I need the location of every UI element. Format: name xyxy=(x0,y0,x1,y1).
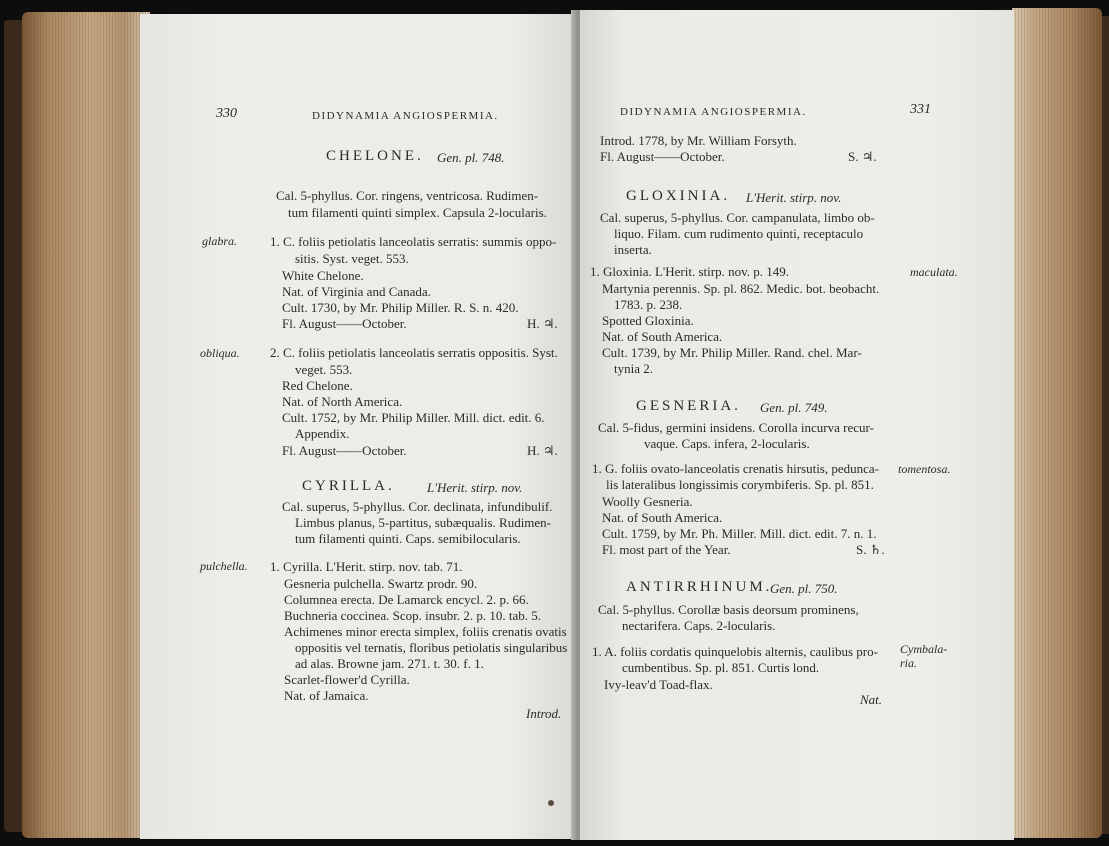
text-line: Columnea erecta. De Lamarck encycl. 2. p. 66. xyxy=(284,592,529,607)
left-page xyxy=(140,14,576,839)
margin-note: maculata. xyxy=(910,265,958,279)
text-line: Cal. superus, 5-phyllus. Cor. declinata, infundibulif. xyxy=(282,499,553,514)
text-line: Limbus planus, 5-partitus, subæqualis. Rudimen- xyxy=(295,515,552,530)
text-line: 1. Gloxinia. L'Herit. stirp. nov. p. 149. xyxy=(590,264,790,279)
text-line: Introd. 1778, by Mr. William Forsyth. xyxy=(600,133,797,148)
text-line: oppositis vel ternatis, floribus petiolatis singularibus xyxy=(295,640,568,655)
text-line: nectarifera. Caps. 2-locularis. xyxy=(622,618,776,633)
text-line: S. ♄. xyxy=(856,542,885,557)
page-number: 330 xyxy=(216,106,237,121)
text-line: ad alas. Browne jam. 271. t. 30. f. 1. xyxy=(295,656,484,671)
ink-mark xyxy=(548,800,554,806)
text-line: liquo. Filam. cum rudimento quinti, receptaculo xyxy=(614,226,864,241)
genus-heading: CYRILLA. xyxy=(302,478,395,494)
genus-reference: Gen. pl. 750. xyxy=(770,581,838,596)
catchword: Nat. xyxy=(860,692,883,707)
text-line: Cal. 5-phyllus. Cor. ringens, ventricosa. Rudimen- xyxy=(276,188,539,203)
text-line: Martynia perennis. Sp. pl. 862. Medic. bot. beobacht. xyxy=(602,281,880,296)
text-line: Spotted Gloxinia. xyxy=(602,313,694,328)
margin-note: ria. xyxy=(900,656,918,670)
margin-note: pulchella. xyxy=(200,559,248,573)
text-line: H. ♃. xyxy=(527,316,558,331)
text-line: Nat. of South America. xyxy=(602,510,723,525)
running-head: DIDYNAMIA ANGIOSPERMIA. xyxy=(312,110,499,122)
text-line: 1. Cyrilla. L'Herit. stirp. nov. tab. 71. xyxy=(270,559,463,574)
genus-heading: GESNERIA. xyxy=(636,398,741,414)
margin-note: obliqua. xyxy=(200,346,240,360)
text-line: Nat. of Jamaica. xyxy=(284,688,369,703)
text-line: tum filamenti quinti simplex. Capsula 2-locularis. xyxy=(288,205,547,220)
text-line: S. ♃. xyxy=(848,149,877,164)
genus-reference: L'Herit. stirp. nov. xyxy=(427,480,523,495)
text-line: vaque. Caps. infera, 2-locularis. xyxy=(644,436,810,451)
running-head: DIDYNAMIA ANGIOSPERMIA. xyxy=(620,106,807,118)
text-line: White Chelone. xyxy=(282,268,364,283)
text-line: Fl. August——October. xyxy=(600,149,725,164)
text-line: tum filamenti quinti. Caps. semibilocularis. xyxy=(295,531,521,546)
text-line: 1. C. foliis petiolatis lanceolatis serratis: summis oppo- xyxy=(270,234,557,249)
text-line: veget. 553. xyxy=(295,362,353,377)
text-line: Cult. 1752, by Mr. Philip Miller. Mill. dict. edit. 6. xyxy=(282,410,545,425)
text-line: Woolly Gesneria. xyxy=(602,494,693,509)
text-line: Buchneria coccinea. Scop. insubr. 2. p. 10. tab. 5. xyxy=(284,608,542,623)
page-number: 331 xyxy=(910,102,931,117)
text-line: Cult. 1739, by Mr. Philip Miller. Rand. chel. Mar- xyxy=(602,345,862,360)
page-edges-left xyxy=(22,12,150,838)
text-line: Appendix. xyxy=(295,426,350,441)
page-edges-right xyxy=(1012,8,1102,838)
text-line: 2. C. foliis petiolatis lanceolatis serratis oppositis. Syst. xyxy=(270,345,558,360)
catchword: Introd. xyxy=(526,706,562,721)
text-line: Achimenes minor erecta simplex, foliis crenatis ovatis xyxy=(284,624,567,639)
margin-note: glabra. xyxy=(202,234,238,248)
text-line: H. ♃. xyxy=(527,443,558,458)
margin-note: tomentosa. xyxy=(898,462,951,476)
genus-reference: Gen. pl. 749. xyxy=(760,400,828,415)
text-line: Nat. of South America. xyxy=(602,329,723,344)
text-line: 1. A. foliis cordatis quinquelobis alternis, caulibus pro- xyxy=(592,644,878,659)
text-line: Red Chelone. xyxy=(282,378,353,393)
genus-reference: Gen. pl. 748. xyxy=(437,150,505,165)
text-line: inserta. xyxy=(614,242,652,257)
genus-heading: ANTIRRHINUM. xyxy=(626,579,773,595)
text-line: Cal. 5-fidus, germini insidens. Corolla incurva recur- xyxy=(598,420,874,435)
text-line: Cal. superus, 5-phyllus. Cor. campanulata, limbo ob- xyxy=(600,210,875,225)
text-line: Scarlet-flower'd Cyrilla. xyxy=(284,672,410,687)
genus-reference: L'Herit. stirp. nov. xyxy=(746,190,842,205)
text-line: 1. G. foliis ovato-lanceolatis crenatis hirsutis, pedunca- xyxy=(592,461,880,476)
right-page xyxy=(580,10,1014,840)
genus-heading: CHELONE. xyxy=(326,148,424,164)
text-line: Nat. of Virginia and Canada. xyxy=(282,284,431,299)
text-line: sitis. Syst. veget. 553. xyxy=(295,251,409,266)
text-line: lis lateralibus longissimis corymbiferis. Sp. pl. 851. xyxy=(606,477,874,492)
text-line: tynia 2. xyxy=(614,361,653,376)
genus-heading: GLOXINIA. xyxy=(626,188,731,204)
text-line: Cult. 1730, by Mr. Philip Miller. R. S. n. 420. xyxy=(282,300,519,315)
text-line: Cult. 1759, by Mr. Ph. Miller. Mill. dict. edit. 7. n. 1. xyxy=(602,526,877,541)
text-line: cumbentibus. Sp. pl. 851. Curtis lond. xyxy=(622,660,820,675)
margin-note: Cymbala- xyxy=(900,642,948,656)
text-line: Ivy-leav'd Toad-flax. xyxy=(604,677,713,692)
text-line: Cal. 5-phyllus. Corollæ basis deorsum prominens, xyxy=(598,602,859,617)
text-line: Fl. August——October. xyxy=(282,443,407,458)
text-line: Fl. most part of the Year. xyxy=(602,542,731,557)
text-line: 1783. p. 238. xyxy=(614,297,683,312)
text-line: Gesneria pulchella. Swartz prodr. 90. xyxy=(284,576,478,591)
text-line: Nat. of North America. xyxy=(282,394,403,409)
text-line: Fl. August——October. xyxy=(282,316,407,331)
